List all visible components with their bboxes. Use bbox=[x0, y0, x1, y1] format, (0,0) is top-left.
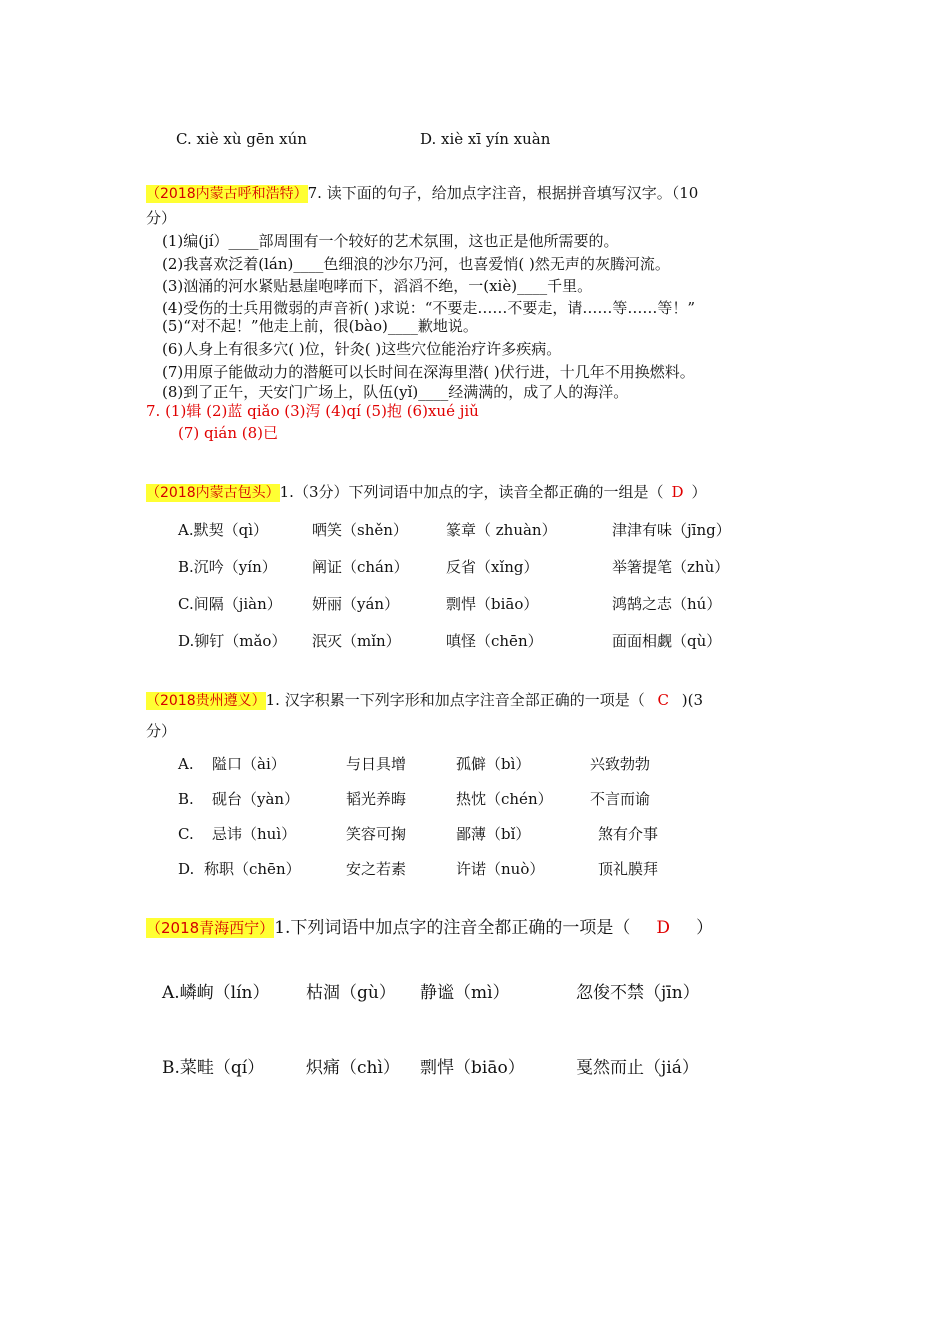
q7-stem: 7. 读下面的句子，给加点字注音，根据拼音填写汉字。（10 bbox=[307, 184, 699, 202]
option-d: D. xiè xī yín xuàn bbox=[420, 130, 551, 148]
option-cell: 韬光养晦 bbox=[346, 790, 407, 808]
q7-line-1: (1)编(jí）____部周围有一个较好的艺术氛围，这也正是他所需要的。 bbox=[162, 232, 619, 250]
option-cell: 哂笑（shěn） bbox=[312, 521, 408, 539]
option-cell: 忽俊不禁（jīn） bbox=[576, 983, 700, 1003]
option-cell: 许诺（nuò） bbox=[456, 860, 545, 878]
option-cell: 热忱（chén） bbox=[456, 790, 553, 808]
option-cell: 忌讳（huì） bbox=[212, 825, 297, 843]
option-cell: A.嶙峋（lín） bbox=[162, 983, 270, 1003]
option-cell: B.沉吟（yín） bbox=[178, 558, 277, 576]
baotou-stem: 1.（3分）下列词语中加点的字，读音全都正确的一组是（ bbox=[279, 483, 664, 501]
baotou-stem-line bbox=[146, 482, 707, 503]
option-cell: 炽痛（chì） bbox=[306, 1058, 400, 1078]
option-cell: 笑容可掬 bbox=[346, 825, 407, 843]
option-cell: 隘口（ài） bbox=[212, 755, 286, 773]
option-cell: 煞有介事 bbox=[598, 825, 659, 843]
option-cell: A.默契（qì） bbox=[178, 521, 269, 539]
option-cell: 兴致勃勃 bbox=[590, 755, 651, 773]
source-tag-baotou: （2018内蒙古包头） bbox=[146, 485, 280, 501]
q7-line-7: (7)用原子能做动力的潜艇可以长时间在深海里潜( )伏行进，十几年不用换燃料。 bbox=[162, 363, 695, 381]
option-cell: 反省（xǐng） bbox=[446, 558, 539, 576]
source-tag-xining: （2018青海西宁） bbox=[146, 919, 275, 937]
option-cell: 安之若素 bbox=[346, 860, 407, 878]
zunyi-stem-line bbox=[146, 690, 703, 711]
option-cell: 与日具增 bbox=[346, 755, 407, 773]
option-cell: 枯涸（gù） bbox=[306, 983, 396, 1003]
option-letter: B. bbox=[178, 790, 194, 808]
source-tag-zunyi: （2018贵州遵义） bbox=[146, 693, 266, 709]
q7-line-5: (5)“对不起！”他走上前，很(bào)____歉地说。 bbox=[162, 317, 478, 335]
zunyi-stem-cont: 分） bbox=[146, 722, 177, 740]
baotou-answer: D bbox=[671, 483, 684, 501]
option-letter: A. bbox=[178, 755, 194, 773]
option-cell: 妍丽（yán） bbox=[312, 595, 400, 613]
option-cell: 篆章（ zhuàn） bbox=[446, 521, 557, 539]
option-c: C. xiè xù gēn xún bbox=[176, 130, 307, 148]
q7-stem-line bbox=[146, 183, 698, 204]
option-cell: 津津有味（jīng） bbox=[612, 521, 731, 539]
zunyi-answer: C bbox=[657, 691, 669, 709]
option-cell: B.菜畦（qí） bbox=[162, 1058, 265, 1078]
xining-stem: 1.下列词语中加点字的注音全都正确的一项是（ bbox=[274, 918, 631, 938]
option-cell: 称职（chēn） bbox=[204, 860, 301, 878]
zunyi-stem: 1. 汉字积累一下列字形和加点字注音全部正确的一项是（ bbox=[265, 691, 650, 709]
xining-answer: D bbox=[656, 918, 671, 938]
option-cell: D.铆钉（mǎo） bbox=[178, 632, 287, 650]
option-letter: D. bbox=[178, 860, 195, 878]
option-cell: 举箸提笔（zhù） bbox=[612, 558, 730, 576]
q7-line-6: (6)人身上有很多穴( )位，针灸( )这些穴位能治疗许多疾病。 bbox=[162, 340, 562, 358]
option-cell: 鸿鹄之志（hú） bbox=[612, 595, 722, 613]
option-cell: 砚台（yàn） bbox=[212, 790, 300, 808]
option-cell: 阐证（chán） bbox=[312, 558, 409, 576]
q7-stem-cont: 分） bbox=[146, 209, 177, 227]
option-cell: 鄙薄（bǐ） bbox=[456, 825, 531, 843]
option-cell: C.间隔（jiàn） bbox=[178, 595, 282, 613]
q7-answer-1: 7. (1)辑 (2)蓝 qiǎo (3)泻 (4)qí (5)抱 (6)xué jiǔ bbox=[146, 402, 479, 420]
option-cell: 顶礼膜拜 bbox=[598, 860, 659, 878]
option-cell: 静谧（mì） bbox=[420, 983, 510, 1003]
q7-line-2: (2)我喜欢泛着(lán)____色细浪的沙尔乃河，也喜爱悄( )然无声的灰腾河流。 bbox=[162, 255, 670, 273]
option-cell: 剽悍（biāo） bbox=[420, 1058, 525, 1078]
option-cell: 泯灭（mǐn） bbox=[312, 632, 401, 650]
option-cell: 嗔怪（chēn） bbox=[446, 632, 543, 650]
xining-stem-close: ） bbox=[696, 918, 714, 938]
q7-line-4: (4)受伤的士兵用微弱的声音祈( )求说：“不要走……不要走，请……等……等！” bbox=[162, 299, 696, 317]
option-cell: 面面相觑（qù） bbox=[612, 632, 722, 650]
source-tag-hohhot: （2018内蒙古呼和浩特） bbox=[146, 186, 308, 202]
option-cell: 孤僻（bì） bbox=[456, 755, 531, 773]
q7-line-3: (3)汹涌的河水紧贴悬崖咆哮而下，滔滔不绝，一(xiè)____千里。 bbox=[162, 277, 593, 295]
q7-line-8: (8)到了正午，天安门广场上，队伍(yǐ)____经满满的，成了人的海洋。 bbox=[162, 383, 629, 401]
option-letter: C. bbox=[178, 825, 194, 843]
q7-answer-2: (7) qián (8)已 bbox=[178, 424, 279, 442]
option-cell: 戛然而止（jiá） bbox=[576, 1058, 699, 1078]
option-cell: 不言而谕 bbox=[590, 790, 651, 808]
zunyi-stem-close: )(3 bbox=[676, 691, 703, 709]
baotou-stem-close: ） bbox=[691, 483, 707, 501]
xining-stem-line bbox=[146, 916, 713, 940]
option-cell: 剽悍（biāo） bbox=[446, 595, 539, 613]
